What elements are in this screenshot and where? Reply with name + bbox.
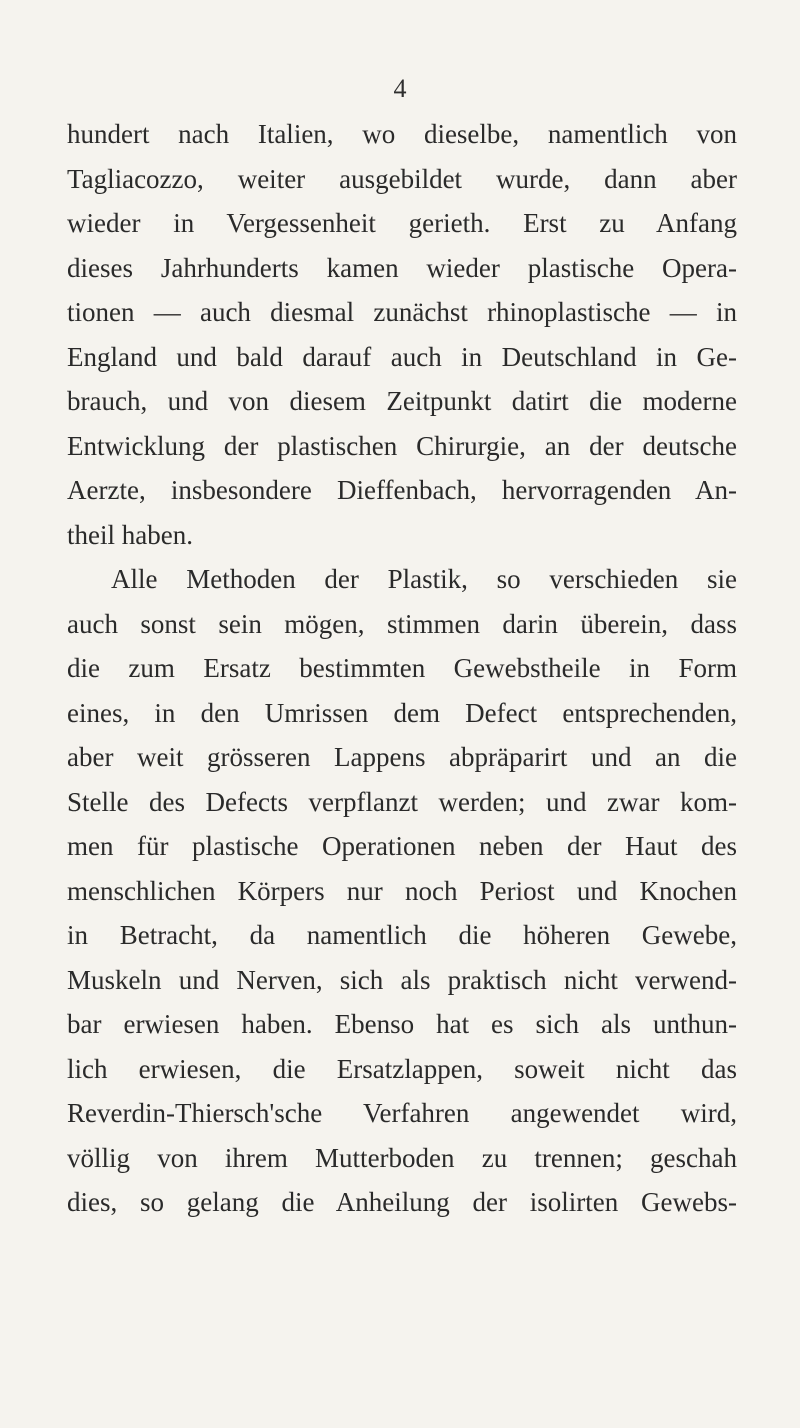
text-line: wieder in Vergessenheit gerieth. Erst zu Anfang — [67, 208, 737, 238]
page-number: 4 — [393, 74, 407, 103]
text-line: Muskeln und Nerven, sich als praktisch nicht verwend- — [67, 964, 737, 995]
text-line: men für plastische Operationen neben der Haut des — [67, 831, 737, 861]
text-line: Aerzte, insbesondere Dieffenbach, hervorragenden An- — [67, 475, 737, 505]
text-line: in Betracht, da namentlich die höheren Gewebe, — [67, 920, 737, 950]
text-line: menschlichen Körpers nur noch Periost und Knochen — [67, 875, 737, 906]
text-line: theil haben. — [67, 519, 193, 550]
text-line: auch sonst sein mögen, stimmen darin überein, dass — [67, 608, 737, 639]
text-line: aber weit grösseren Lappens abpräparirt und an die — [67, 742, 737, 772]
text-line: Reverdin-Thiersch'sche Verfahren angewendet wird, — [67, 1098, 737, 1128]
text-line: Tagliacozzo, weiter ausgebildet wurde, dann aber — [67, 163, 737, 194]
text-line: Entwicklung der plastischen Chirurgie, an der deutsche — [67, 430, 737, 461]
text-line: Alle Methoden der Plastik, so verschieden sie — [111, 564, 737, 594]
text-line: England und bald darauf auch in Deutschland in Ge- — [67, 341, 737, 372]
body-text — [67, 112, 737, 1225]
text-line: völlig von ihrem Mutterboden zu trennen; geschah — [67, 1142, 737, 1173]
text-line: eines, in den Umrissen dem Defect entsprechenden, — [67, 697, 737, 728]
text-line: hundert nach Italien, wo dieselbe, namentlich von — [67, 119, 737, 149]
text-line: dies, so gelang die Anheilung der isolirten Gewebs- — [67, 1187, 737, 1217]
text-line: bar erwiesen haben. Ebenso hat es sich als unthun- — [67, 1009, 737, 1039]
text-line: lich erwiesen, die Ersatzlappen, soweit nicht das — [67, 1053, 737, 1084]
text-line: tionen — auch diesmal zunächst rhinoplastische — in — [67, 297, 737, 327]
text-line: die zum Ersatz bestimmten Gewebstheile in Form — [67, 653, 737, 683]
text-line: dieses Jahrhunderts kamen wieder plastische Opera- — [67, 252, 737, 283]
text-line: Stelle des Defects verpflanzt werden; und zwar kom- — [67, 786, 737, 817]
text-line: brauch, und von diesem Zeitpunkt datirt die moderne — [67, 386, 737, 416]
